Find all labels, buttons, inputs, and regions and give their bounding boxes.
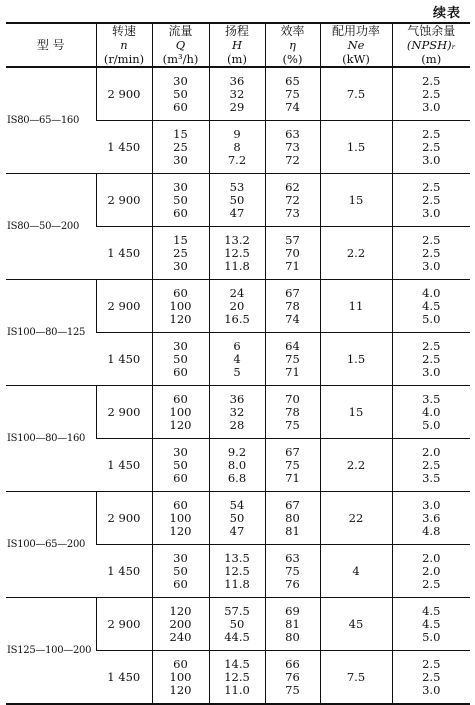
efficiency-value: 76 (285, 576, 300, 591)
flow-value: 60 (173, 99, 188, 114)
npsh-values (392, 227, 470, 280)
model-cell: IS100—65—200 (6, 492, 96, 598)
npsh-value: 4.0 (422, 404, 441, 419)
efficiency-value: 73 (285, 139, 300, 154)
npsh-value: 2.0 (422, 563, 441, 578)
efficiency-value: 62 (285, 179, 300, 194)
head-values (209, 67, 265, 121)
power-cell: 45 (320, 598, 392, 651)
efficiency-value: 81 (285, 616, 300, 631)
head-value: 24 (229, 285, 245, 300)
npsh-value: 2.5 (422, 576, 441, 591)
head-value: 36 (229, 391, 245, 406)
model-cell: IS100—80—160 (6, 386, 96, 492)
head-value: 54 (229, 497, 245, 512)
flow-value: 60 (173, 470, 188, 485)
power-cell: 15 (320, 174, 392, 227)
head-value: 11.8 (224, 576, 250, 591)
head-value: 9 (233, 126, 241, 141)
flow-value: 200 (169, 616, 192, 631)
head-value: 44.5 (224, 629, 250, 644)
efficiency-value: 69 (285, 603, 300, 618)
efficiency-value: 72 (285, 192, 300, 207)
flow-value: 120 (169, 682, 192, 697)
npsh-value: 2.5 (422, 351, 441, 366)
efficiency-values (265, 280, 320, 333)
efficiency-value: 78 (285, 404, 300, 419)
speed-cell: 1 450 (96, 227, 152, 280)
header-npsh: 气蚀余量 (NPSH)ᵣ (m) (392, 23, 470, 67)
head-value: 57.5 (224, 603, 250, 618)
npsh-value: 5.0 (422, 311, 441, 326)
efficiency-value: 75 (285, 563, 300, 578)
npsh-value: 3.0 (422, 682, 441, 697)
npsh-values (392, 492, 470, 545)
npsh-value: 2.0 (422, 444, 441, 459)
speed-cell: 1 450 (96, 333, 152, 386)
power-cell: 1.5 (320, 333, 392, 386)
efficiency-value: 67 (285, 497, 300, 512)
table-row (6, 386, 470, 439)
header-head: 扬程 H (m) (209, 23, 265, 67)
head-value: 28 (229, 417, 245, 432)
flow-value: 120 (169, 417, 192, 432)
flow-value: 120 (169, 311, 192, 326)
flow-values (152, 67, 209, 121)
flow-value: 120 (169, 523, 192, 538)
flow-value: 25 (173, 139, 188, 154)
efficiency-value: 75 (285, 86, 300, 101)
npsh-value: 3.5 (422, 391, 441, 406)
flow-value: 30 (173, 338, 188, 353)
efficiency-value: 64 (285, 338, 300, 353)
npsh-value: 3.0 (422, 152, 441, 167)
npsh-values (392, 121, 470, 174)
npsh-value: 3.0 (422, 99, 441, 114)
efficiency-value: 75 (285, 457, 300, 472)
speed-cell: 2 900 (96, 598, 152, 651)
table-row (6, 598, 470, 651)
header-model: 型 号 (6, 23, 96, 67)
header-flow: 流量 Q (m³/h) (152, 23, 209, 67)
efficiency-value: 80 (285, 510, 300, 525)
head-value: 8 (233, 139, 241, 154)
efficiency-value: 70 (285, 391, 300, 406)
head-values (209, 545, 265, 598)
flow-value: 30 (173, 179, 188, 194)
efficiency-value: 70 (285, 245, 300, 260)
flow-value: 15 (173, 232, 188, 247)
npsh-value: 2.5 (422, 245, 441, 260)
head-value: 32 (229, 404, 245, 419)
npsh-values (392, 174, 470, 227)
efficiency-value: 80 (285, 629, 300, 644)
speed-cell: 2 900 (96, 386, 152, 439)
efficiency-value: 75 (285, 682, 300, 697)
speed-cell: 1 450 (96, 651, 152, 705)
efficiency-value: 57 (285, 232, 300, 247)
head-value: 5 (233, 364, 241, 379)
head-values (209, 333, 265, 386)
efficiency-values (265, 492, 320, 545)
efficiency-value: 63 (285, 550, 300, 565)
flow-values (152, 651, 209, 705)
npsh-value: 4.5 (422, 298, 441, 313)
head-value: 12.5 (224, 563, 250, 578)
npsh-value: 2.5 (422, 656, 441, 671)
flow-value: 25 (173, 245, 188, 260)
npsh-value: 4.5 (422, 616, 441, 631)
power-cell: 1.5 (320, 121, 392, 174)
head-value: 8.0 (227, 457, 247, 472)
head-value: 47 (229, 205, 245, 220)
flow-values (152, 492, 209, 545)
efficiency-values (265, 651, 320, 705)
npsh-value: 2.5 (422, 669, 441, 684)
efficiency-values (265, 121, 320, 174)
model-cell: IS80—50—200 (6, 174, 96, 280)
efficiency-values (265, 386, 320, 439)
npsh-values (392, 333, 470, 386)
head-value: 16.5 (224, 311, 250, 326)
npsh-value: 2.5 (422, 86, 441, 101)
flow-value: 30 (173, 152, 188, 167)
model-cell: IS100—80—125 (6, 280, 96, 386)
head-value: 6 (233, 338, 241, 353)
efficiency-values (265, 545, 320, 598)
npsh-value: 3.0 (422, 258, 441, 273)
npsh-value: 4.5 (422, 603, 441, 618)
efficiency-values (265, 67, 320, 121)
head-values (209, 227, 265, 280)
head-value: 50 (229, 616, 245, 631)
head-values (209, 439, 265, 492)
efficiency-value: 74 (285, 311, 300, 326)
efficiency-value: 71 (285, 364, 300, 379)
npsh-values (392, 280, 470, 333)
npsh-value: 3.0 (422, 364, 441, 379)
speed-cell: 1 450 (96, 121, 152, 174)
flow-value: 60 (173, 576, 188, 591)
npsh-value: 3.0 (422, 497, 441, 512)
npsh-value: 2.5 (422, 126, 441, 141)
table-row (6, 174, 470, 227)
flow-value: 50 (173, 457, 188, 472)
power-cell: 7.5 (320, 651, 392, 705)
head-value: 11.0 (224, 682, 250, 697)
head-value: 13.5 (224, 550, 250, 565)
flow-value: 100 (169, 669, 192, 684)
flow-value: 100 (169, 404, 192, 419)
npsh-value: 5.0 (422, 629, 441, 644)
flow-value: 60 (173, 497, 188, 512)
npsh-value: 2.5 (422, 192, 441, 207)
speed-cell: 2 900 (96, 492, 152, 545)
head-values (209, 386, 265, 439)
flow-values (152, 121, 209, 174)
power-cell: 2.2 (320, 227, 392, 280)
head-values (209, 492, 265, 545)
head-value: 50 (229, 192, 245, 207)
head-value: 12.5 (224, 245, 250, 260)
header-power: 配用功率 Ne (kW) (320, 23, 392, 67)
npsh-values (392, 439, 470, 492)
flow-value: 240 (169, 629, 192, 644)
head-value: 14.5 (224, 656, 250, 671)
flow-values (152, 227, 209, 280)
flow-value: 60 (173, 364, 188, 379)
power-cell: 22 (320, 492, 392, 545)
pump-performance-table (6, 22, 470, 705)
head-value: 13.2 (224, 232, 250, 247)
npsh-value: 5.0 (422, 417, 441, 432)
npsh-value: 2.5 (422, 73, 441, 88)
npsh-value: 4.8 (422, 523, 441, 538)
head-values (209, 121, 265, 174)
npsh-values (392, 651, 470, 705)
efficiency-value: 75 (285, 417, 300, 432)
flow-value: 15 (173, 126, 188, 141)
head-values (209, 651, 265, 705)
npsh-value: 3.6 (422, 510, 441, 525)
head-value: 4 (233, 351, 241, 366)
header-speed: 转速 n (r/min) (96, 23, 152, 67)
speed-cell: 2 900 (96, 174, 152, 227)
npsh-values (392, 386, 470, 439)
efficiency-value: 74 (285, 99, 300, 114)
flow-value: 50 (173, 563, 188, 578)
header-row (6, 23, 470, 67)
flow-values (152, 174, 209, 227)
flow-values (152, 386, 209, 439)
head-value: 6.8 (227, 470, 247, 485)
efficiency-value: 71 (285, 258, 300, 273)
flow-value: 30 (173, 444, 188, 459)
flow-value: 30 (173, 550, 188, 565)
head-values (209, 598, 265, 651)
efficiency-value: 66 (285, 656, 300, 671)
flow-value: 30 (173, 258, 188, 273)
flow-value: 50 (173, 351, 188, 366)
flow-value: 50 (173, 192, 188, 207)
model-cell: IS125—100—200 (6, 598, 96, 705)
flow-value: 60 (173, 656, 188, 671)
head-values (209, 280, 265, 333)
npsh-value: 2.0 (422, 550, 441, 565)
efficiency-value: 76 (285, 669, 300, 684)
head-value: 53 (229, 179, 245, 194)
npsh-values (392, 67, 470, 121)
speed-cell: 1 450 (96, 439, 152, 492)
npsh-value: 4.0 (422, 285, 441, 300)
efficiency-value: 78 (285, 298, 300, 313)
npsh-value: 3.5 (422, 470, 441, 485)
head-value: 50 (229, 510, 245, 525)
flow-values (152, 545, 209, 598)
head-value: 47 (229, 523, 245, 538)
power-cell: 2.2 (320, 439, 392, 492)
power-cell: 11 (320, 280, 392, 333)
efficiency-value: 67 (285, 444, 300, 459)
efficiency-value: 63 (285, 126, 300, 141)
head-value: 32 (229, 86, 245, 101)
efficiency-value: 75 (285, 351, 300, 366)
flow-value: 50 (173, 86, 188, 101)
efficiency-values (265, 598, 320, 651)
table-row (6, 492, 470, 545)
npsh-value: 2.5 (422, 338, 441, 353)
efficiency-values (265, 439, 320, 492)
power-cell: 4 (320, 545, 392, 598)
efficiency-values (265, 227, 320, 280)
table-body (6, 67, 470, 704)
npsh-values (392, 598, 470, 651)
head-values (209, 174, 265, 227)
flow-value: 60 (173, 285, 188, 300)
head-value: 9.2 (227, 444, 247, 459)
flow-value: 120 (169, 603, 192, 618)
efficiency-value: 71 (285, 470, 300, 485)
npsh-value: 2.5 (422, 457, 441, 472)
flow-values (152, 333, 209, 386)
table-row (6, 280, 470, 333)
table-row (6, 67, 470, 121)
head-value: 7.2 (227, 152, 247, 167)
speed-cell: 2 900 (96, 67, 152, 121)
continued-table-label: 续表 (432, 6, 461, 21)
speed-cell: 2 900 (96, 280, 152, 333)
speed-cell: 1 450 (96, 545, 152, 598)
head-value: 20 (229, 298, 245, 313)
efficiency-value: 67 (285, 285, 300, 300)
efficiency-values (265, 333, 320, 386)
npsh-value: 2.5 (422, 179, 441, 194)
head-value: 36 (229, 73, 245, 88)
model-cell: IS80—65—160 (7, 115, 80, 126)
efficiency-value: 65 (285, 73, 300, 88)
flow-values (152, 280, 209, 333)
head-value: 11.8 (224, 258, 250, 273)
power-cell: 7.5 (320, 67, 392, 121)
flow-value: 30 (173, 73, 188, 88)
npsh-value: 2.5 (422, 139, 441, 154)
efficiency-value: 81 (285, 523, 300, 538)
npsh-value: 2.5 (422, 232, 441, 247)
power-cell: 15 (320, 386, 392, 439)
efficiency-value: 73 (285, 205, 300, 220)
efficiency-values (265, 174, 320, 227)
flow-values (152, 598, 209, 651)
head-value: 29 (229, 99, 245, 114)
flow-value: 60 (173, 205, 188, 220)
flow-value: 100 (169, 510, 192, 525)
flow-value: 100 (169, 298, 192, 313)
efficiency-value: 72 (285, 152, 300, 167)
npsh-values (392, 545, 470, 598)
head-value: 12.5 (224, 669, 250, 684)
npsh-value: 3.0 (422, 205, 441, 220)
header-efficiency: 效率 η (%) (265, 23, 320, 67)
flow-values (152, 439, 209, 492)
flow-value: 60 (173, 391, 188, 406)
